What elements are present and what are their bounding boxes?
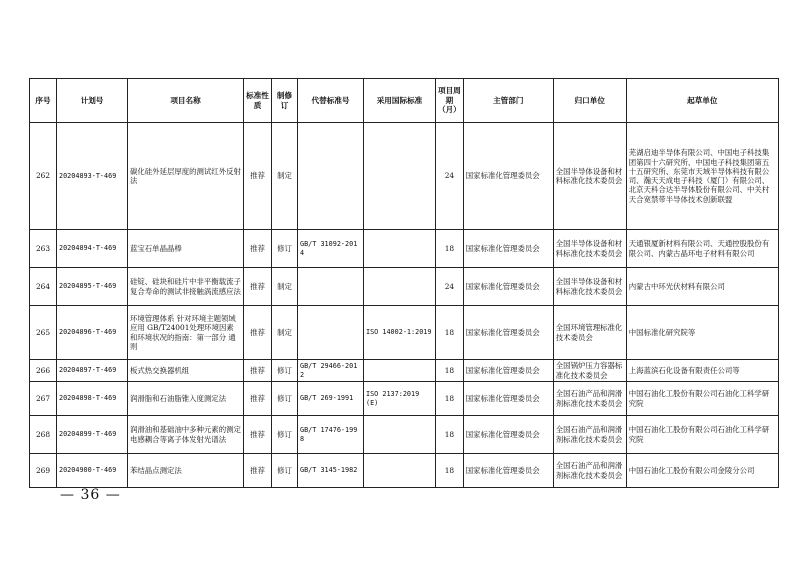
header-drafter: 起草单位 bbox=[626, 79, 778, 123]
cell-tc: 全国石油产品和润滑剂标准化技术委员会 bbox=[553, 382, 626, 416]
header-replaces: 代替标准号 bbox=[298, 79, 364, 123]
cell-drafter: 中国石油化工股份有限公司石油化工科学研究院 bbox=[626, 382, 778, 416]
cell-name: 环境管理体系 针对环境主题领域应用 GB/T24001处理环境因素和环境状况的指南：第一部分 通则 bbox=[128, 306, 244, 360]
cell-dept: 国家标准化管理委员会 bbox=[463, 123, 553, 230]
cell-seq: 264 bbox=[30, 268, 57, 306]
cell-nature: 推荐 bbox=[244, 454, 272, 488]
cell-replaces bbox=[298, 268, 364, 306]
cell-drafter: 天通银厦新材料有限公司、天通控股股份有限公司、内蒙古晶环电子材料有限公司 bbox=[626, 230, 778, 268]
cell-drafter: 上海蓝滨石化设备有限责任公司等 bbox=[626, 360, 778, 382]
standards-table-container bbox=[29, 78, 779, 488]
cell-revision: 修订 bbox=[272, 454, 298, 488]
header-name: 项目名称 bbox=[128, 79, 244, 123]
cell-dept: 国家标准化管理委员会 bbox=[463, 268, 553, 306]
header-seq: 序号 bbox=[30, 79, 57, 123]
cell-drafter: 中国石油化工股份有限公司石油化工科学研究院 bbox=[626, 416, 778, 454]
cell-dept: 国家标准化管理委员会 bbox=[463, 416, 553, 454]
cell-nature: 推荐 bbox=[244, 123, 272, 230]
cell-intl-std: ISO 14002-1:2019 bbox=[364, 306, 436, 360]
cell-plan-no: 20204895-T-469 bbox=[57, 268, 128, 306]
cell-dept: 国家标准化管理委员会 bbox=[463, 382, 553, 416]
cell-drafter: 中国石油化工股份有限公司金陵分公司 bbox=[626, 454, 778, 488]
cell-seq: 263 bbox=[30, 230, 57, 268]
cell-nature: 推荐 bbox=[244, 416, 272, 454]
cell-name: 蓝宝石单晶晶棒 bbox=[128, 230, 244, 268]
cell-plan-no: 20204899-T-469 bbox=[57, 416, 128, 454]
cell-name: 润滑油和基础油中多种元素的测定 电感耦合等离子体发射光谱法 bbox=[128, 416, 244, 454]
cell-intl-std bbox=[364, 230, 436, 268]
header-nature: 标准性质 bbox=[244, 79, 272, 123]
cell-plan-no: 20204894-T-469 bbox=[57, 230, 128, 268]
cell-plan-no: 20204898-T-469 bbox=[57, 382, 128, 416]
cell-revision: 修订 bbox=[272, 416, 298, 454]
header-plan-no: 计划号 bbox=[57, 79, 128, 123]
cell-plan-no: 20204896-T-469 bbox=[57, 306, 128, 360]
cell-intl-std bbox=[364, 416, 436, 454]
table-row bbox=[30, 360, 779, 382]
cell-intl-std bbox=[364, 123, 436, 230]
cell-plan-no: 20204893-T-469 bbox=[57, 123, 128, 230]
cell-dept: 国家标准化管理委员会 bbox=[463, 230, 553, 268]
cell-seq: 265 bbox=[30, 306, 57, 360]
cell-tc: 全国半导体设备和材料标准化技术委员会 bbox=[553, 230, 626, 268]
cell-intl-std bbox=[364, 360, 436, 382]
cell-seq: 266 bbox=[30, 360, 57, 382]
cell-nature: 推荐 bbox=[244, 230, 272, 268]
header-dept: 主管部门 bbox=[463, 79, 553, 123]
cell-revision: 制定 bbox=[272, 268, 298, 306]
cell-seq: 269 bbox=[30, 454, 57, 488]
table-row bbox=[30, 123, 779, 230]
cell-revision: 修订 bbox=[272, 382, 298, 416]
header-tc: 归口单位 bbox=[553, 79, 626, 123]
cell-replaces bbox=[298, 123, 364, 230]
cell-replaces: GB/T 17476-1998 bbox=[298, 416, 364, 454]
cell-dept: 国家标准化管理委员会 bbox=[463, 360, 553, 382]
cell-replaces: GB/T 269-1991 bbox=[298, 382, 364, 416]
cell-revision: 制定 bbox=[272, 306, 298, 360]
header-period: 项目周期（月） bbox=[436, 79, 464, 123]
cell-plan-no: 20204897-T-469 bbox=[57, 360, 128, 382]
table-row bbox=[30, 382, 779, 416]
cell-replaces bbox=[298, 306, 364, 360]
cell-period: 18 bbox=[436, 306, 464, 360]
table-row bbox=[30, 268, 779, 306]
cell-tc: 全国环境管理标准化技术委员会 bbox=[553, 306, 626, 360]
cell-name: 润滑脂和石油脂锥入度测定法 bbox=[128, 382, 244, 416]
cell-period: 18 bbox=[436, 416, 464, 454]
cell-plan-no: 20204900-T-469 bbox=[57, 454, 128, 488]
cell-replaces: GB/T 3145-1982 bbox=[298, 454, 364, 488]
cell-tc: 全国石油产品和润滑剂标准化技术委员会 bbox=[553, 454, 626, 488]
table-row bbox=[30, 230, 779, 268]
cell-replaces: GB/T 29466-2012 bbox=[298, 360, 364, 382]
header-revision: 制修订 bbox=[272, 79, 298, 123]
cell-period: 18 bbox=[436, 360, 464, 382]
cell-name: 硅锭、硅块和硅片中非平衡载流子复合寿命的测试非接触涡流感应法 bbox=[128, 268, 244, 306]
cell-name: 碳化硅外延层厚度的测试红外反射法 bbox=[128, 123, 244, 230]
table-row bbox=[30, 416, 779, 454]
cell-nature: 推荐 bbox=[244, 382, 272, 416]
cell-tc: 全国石油产品和润滑剂标准化技术委员会 bbox=[553, 416, 626, 454]
table-row bbox=[30, 306, 779, 360]
cell-revision: 制定 bbox=[272, 123, 298, 230]
page-number: — 36 — bbox=[60, 487, 121, 503]
cell-replaces: GB/T 31092-2014 bbox=[298, 230, 364, 268]
cell-revision: 修订 bbox=[272, 360, 298, 382]
cell-period: 18 bbox=[436, 382, 464, 416]
table-row bbox=[30, 454, 779, 488]
cell-nature: 推荐 bbox=[244, 306, 272, 360]
cell-revision: 修订 bbox=[272, 230, 298, 268]
standards-table bbox=[29, 78, 779, 488]
cell-dept: 国家标准化管理委员会 bbox=[463, 454, 553, 488]
cell-name: 苯结晶点测定法 bbox=[128, 454, 244, 488]
cell-nature: 推荐 bbox=[244, 268, 272, 306]
cell-dept: 国家标准化管理委员会 bbox=[463, 306, 553, 360]
header-intl-std: 采用国际标准 bbox=[364, 79, 436, 123]
cell-seq: 262 bbox=[30, 123, 57, 230]
cell-name: 板式热交换器机组 bbox=[128, 360, 244, 382]
cell-tc: 全国半导体设备和材料标准化技术委员会 bbox=[553, 123, 626, 230]
cell-period: 18 bbox=[436, 230, 464, 268]
header-row bbox=[30, 79, 779, 123]
cell-period: 24 bbox=[436, 123, 464, 230]
cell-nature: 推荐 bbox=[244, 360, 272, 382]
cell-drafter: 内蒙古中环光伏材料有限公司 bbox=[626, 268, 778, 306]
cell-seq: 268 bbox=[30, 416, 57, 454]
cell-seq: 267 bbox=[30, 382, 57, 416]
cell-period: 18 bbox=[436, 454, 464, 488]
cell-intl-std bbox=[364, 454, 436, 488]
cell-drafter: 芜湖启迪半导体有限公司、中国电子科技集团第四十六研究所、中国电子科技集团第五十五研究所、东莞市天域半导体科技有限公司、瀚天天成电子科技（厦门）有限公司、北京天科合达半导体股份有限公司、中关村天合宽禁带半导体技术创新联盟 bbox=[626, 123, 778, 230]
cell-intl-std: ISO 2137:2019 (E) bbox=[364, 382, 436, 416]
cell-tc: 全国锅炉压力容器标准化技术委员会 bbox=[553, 360, 626, 382]
cell-intl-std bbox=[364, 268, 436, 306]
cell-period: 24 bbox=[436, 268, 464, 306]
cell-tc: 全国半导体设备和材料标准化技术委员会 bbox=[553, 268, 626, 306]
cell-drafter: 中国标准化研究院等 bbox=[626, 306, 778, 360]
